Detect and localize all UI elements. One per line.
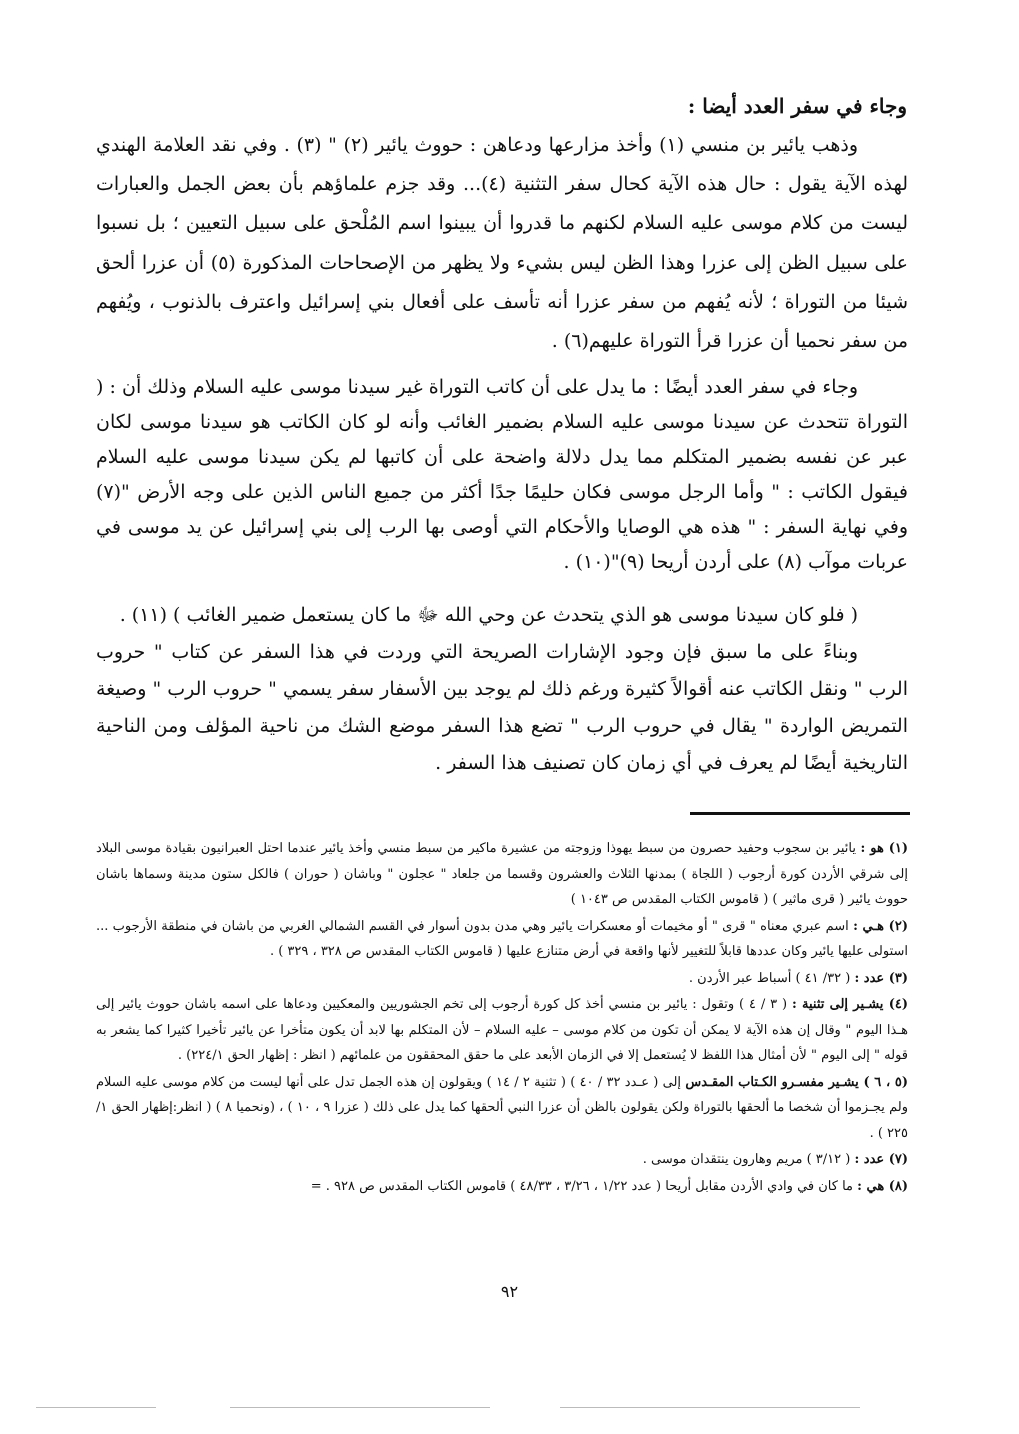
page-number: ٩٢ bbox=[500, 1282, 519, 1301]
footnote-7 bbox=[96, 1147, 908, 1173]
footnote-label: (٢) هـي : bbox=[853, 918, 908, 934]
section-heading: وجاء في سفر العدد أيضا : bbox=[687, 94, 907, 118]
paragraph-1: وذهب يائير بن منسي (١) وأخذ مزارعها ودعاهن : حووث يائير (٢) " (٣) . وفي نقد العلامة الهندي لهذه الآية يقول : حال هذه الآية كحال سفر التثنية (٤)... وقد جزم علماؤهم بأن بعض الجمل والعبارات ليست من كلام موسى عليه السلام لكنهم ما قدروا أن يبينوا اسم المُلْحق على سبيل التعيين ؛ بل نسبوا على سبيل الظن إلى عزرا وهذا الظن ليس بشيء ولا يظهر من الإصحاحات المذكورة (٥) أن عزرا ألحق شيئا من التوراة ؛ لأنه يُفهم من سفر عزرا أنه تأسف على أفعال بني إسرائيل واعترف بالذنوب ، ويُفهم من سفر نحميا أن عزرا قرأ التوراة عليهم(٦) . bbox=[96, 134, 909, 353]
footnotes bbox=[96, 836, 908, 1200]
footnote-text: اسم عبري معناه " قرى " أو مخيمات أو معسكرات يائير وهي مدن بدون أسوار في القسم الشمالي الغربي من باشان في منطقة الأرجوب ... استولى عليها يائير وكان عددها قابلاً للتغيير لأنها واقعة في أرض متنازع عليها ( قاموس الكتاب المقدس ص ٣٢٨ ، ٣٢٩ ) . bbox=[96, 918, 908, 959]
footnote-3 bbox=[96, 966, 908, 992]
footnote-text: إلى ( عـدد ٣٢ / ٤٠ ) ( تثنية ٢ / ١٤ ) ويقولون إن هذه الجمل تدل على أنها ليست من كلام موسى عليه السلام ولم يجـزموا أن شخصا ما ألحقها بالتوراة ولكن يقولون بالظن أن عزرا النبي ألحقها كما يدل على ذلك ( عزرا ٩ ، ١٠ ) ، (ونحميا ٨ ) ( انظر:إظهار الحق ١/ ٢٢٥ ) . bbox=[96, 1074, 908, 1141]
footnote-text: ما كان في وادي الأردن مقابل أريحا ( عدد ١/٢٢ ، ٣/٢٦ ، ٤٨/٣٣ ) قاموس الكتاب المقدس ص ٩٢٨ . = bbox=[310, 1178, 854, 1194]
scan-edge-mark bbox=[230, 1407, 490, 1408]
footnote-label: (١) هو : bbox=[860, 841, 909, 856]
footnote-text: ( ٣ / ٤ ) وتقول : يائير بن منسي أخذ كل كورة أرجوب إلى تخم الجشوريين والمعكيين ودعاها على اسمه باشان حووث يائير إلى هـذا اليوم " وقال إن هذه الآية لا يمكن أن تكون من كلام موسى – عليه السلام – لأن المتكلم بها لابد أن يكون متأخرا عن يائير تأخيرا كثيرا كما يشعر به قوله " إلى اليوم " لأن أمثال هذا اللفظ لا يُستعمل إلا في الزمان الأبعد على ما حقق المحققون من علمائهم ( انظر : إظهار الحق ٢٢٤/١) . bbox=[96, 997, 908, 1063]
scan-edge-mark bbox=[36, 1407, 156, 1408]
footnote-8 bbox=[96, 1174, 908, 1200]
footnote-text: ( ٣/١٢ ) مريم وهارون ينتقدان موسى . bbox=[642, 1152, 851, 1167]
paragraph-4: وبناءً على ما سبق فإن وجود الإشارات الصريحة التي وردت في هذا السفر عن كتاب " حروب الرب " ونقل الكاتب عنه أقوالاً كثيرة ورغم ذلك لم يوجد بين الأسفار سفر يسمي " حروب الرب " وصيغة التمريض الواردة " يقال في حروب الرب " تضع هذا السفر موضع الشك من ناحية المؤلف ومن الناحية التاريخية أيضًا لم يعرف في أي زمان كان تصنيف هذا السفر . bbox=[96, 641, 908, 774]
footnote-label: (٥ ، ٦ ) يشـير مفسـرو الكـتاب المقـدس bbox=[685, 1074, 908, 1090]
paragraph-2: وجاء في سفر العدد أيضًا : ما يدل على أن كاتب التوراة غير سيدنا موسى عليه السلام وذلك أن : ( التوراة تتحدث عن سيدنا موسى عليه السلام بضمير الغائب وأنه لو كان الكاتب هو سيدنا موسى لكان عبر عن نفسه بضمير المتكلم مما يدل دلالة واضحة على أن كاتبها لم يكن سيدنا موسى عليه السلام فيقول الكاتب : " وأما الرجل موسى فكان حليمًا جدًا أكثر من جميع الناس الذين على وجه الأرض "(٧) وفي نهاية السفر : " هذه هي الوصايا والأحكام التي أوصى بها الرب إلى بني إسرائيل عن يد موسى في عربات موآب (٨) على أردن أريحا (٩)"(١٠) . bbox=[96, 376, 908, 573]
paragraph-3: ( فلو كان سيدنا موسى هو الذي يتحدث عن وحي الله ﷻ ما كان يستعمل ضمير الغائب ) (١١) . bbox=[119, 604, 858, 626]
footnote-label: (٧) عدد : bbox=[854, 1152, 908, 1167]
scan-edge-mark bbox=[560, 1407, 860, 1408]
footnote-5 bbox=[96, 1070, 908, 1147]
paragraphs-block bbox=[96, 597, 908, 782]
footnote-label: (٨) هي : bbox=[857, 1178, 908, 1194]
footnote-text: ( ٣٢/ ٤١ ) أسباط عبر الأردن . bbox=[688, 970, 851, 986]
footnote-text: يائير بن سجوب وحفيد حصرون من سبط يهوذا وزوجته من عشيرة ماكير من سبط منسي وأخذ يائير عندما احتل العبرانيون بقيادة موسى البلاد إلى شرقي الأردن كورة أرجوب ( اللجاة ) بمدنها الثلاث والعشرون وقسما من جلعاد " عجلون " وباشان ( حوران ) فالكل ستون مدينة وسماها باشان حووث يائير ( قرى ماثير ) ( قاموس الكتاب المقدس ص ١٠٤٣ ) bbox=[96, 841, 908, 907]
footnote-label: (٤) يشـير إلى تثنية : bbox=[791, 997, 908, 1012]
footnote-separator bbox=[690, 812, 910, 815]
footnote-2 bbox=[96, 914, 908, 965]
footnote-4 bbox=[96, 992, 908, 1069]
footnote-label: (٣) عدد : bbox=[854, 970, 908, 986]
footnote-1 bbox=[96, 836, 908, 913]
